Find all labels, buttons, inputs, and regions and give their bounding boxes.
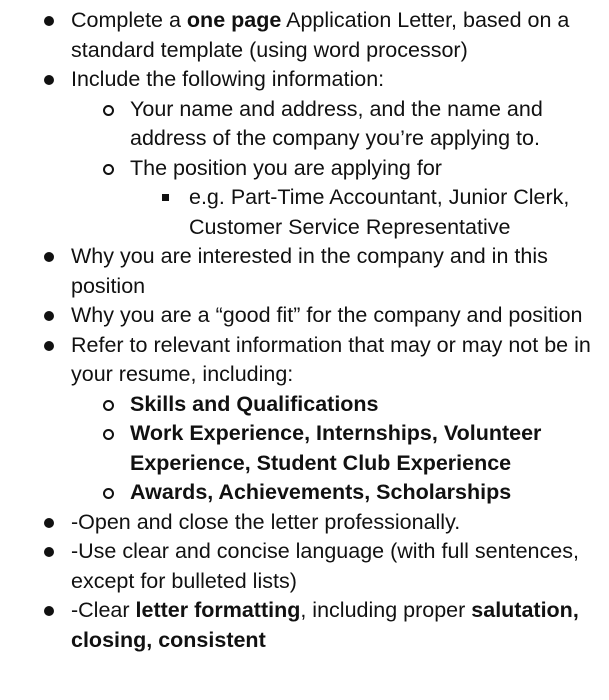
list-item: The position you are applying for e.g. Part-Time Accountant, Junior Clerk, Customer Service Representative (71, 154, 601, 243)
circle-bullet (103, 429, 114, 440)
assignment-requirements-list (0, 6, 609, 655)
disc-bullet (44, 547, 54, 557)
circle-bullet (103, 164, 114, 175)
sub-list (71, 95, 601, 243)
disc-bullet (44, 518, 54, 528)
list-item: -Open and close the letter professionally. (0, 508, 609, 538)
list-item: Awards, Achievements, Scholarships (71, 478, 601, 508)
list-item: Complete a one page Application Letter, based on a standard template (using word processor) (0, 6, 609, 65)
list-item: -Use clear and concise language (with full sentences, except for bulleted lists) (0, 537, 609, 596)
disc-bullet (44, 341, 54, 351)
list-item: Why you are interested in the company and in this position (0, 242, 609, 301)
list-item: Your name and address, and the name and address of the company you’re applying to. (71, 95, 601, 154)
list-item: Refer to relevant information that may or may not be in your resume, including: Skills and Qualifications Work Experience, Internships, Volunteer Experience, Student Club Experience Awards, Achievements, Scholarships (0, 331, 609, 508)
list-item: -Clear letter formatting, including proper salutation, closing, consistent (0, 596, 609, 655)
circle-bullet (103, 400, 114, 411)
square-bullet (162, 194, 169, 201)
disc-bullet (44, 16, 54, 26)
disc-bullet (44, 75, 54, 85)
list-item: Include the following information: Your name and address, and the name and address of the company you’re applying to. The position you are applying for e.g. Part-Time Accountant, Junior Clerk, Customer Service Representative (0, 65, 609, 242)
disc-bullet (44, 311, 54, 321)
list-item: Skills and Qualifications (71, 390, 601, 420)
circle-bullet (103, 105, 114, 116)
list-item: Work Experience, Internships, Volunteer Experience, Student Club Experience (71, 419, 601, 478)
circle-bullet (103, 488, 114, 499)
sub-sub-list (130, 183, 601, 242)
sub-list (71, 390, 601, 508)
list-item: e.g. Part-Time Accountant, Junior Clerk, Customer Service Representative (130, 183, 601, 242)
disc-bullet (44, 606, 54, 616)
disc-bullet (44, 252, 54, 262)
list-item: Why you are a “good fit” for the company and position (0, 301, 609, 331)
